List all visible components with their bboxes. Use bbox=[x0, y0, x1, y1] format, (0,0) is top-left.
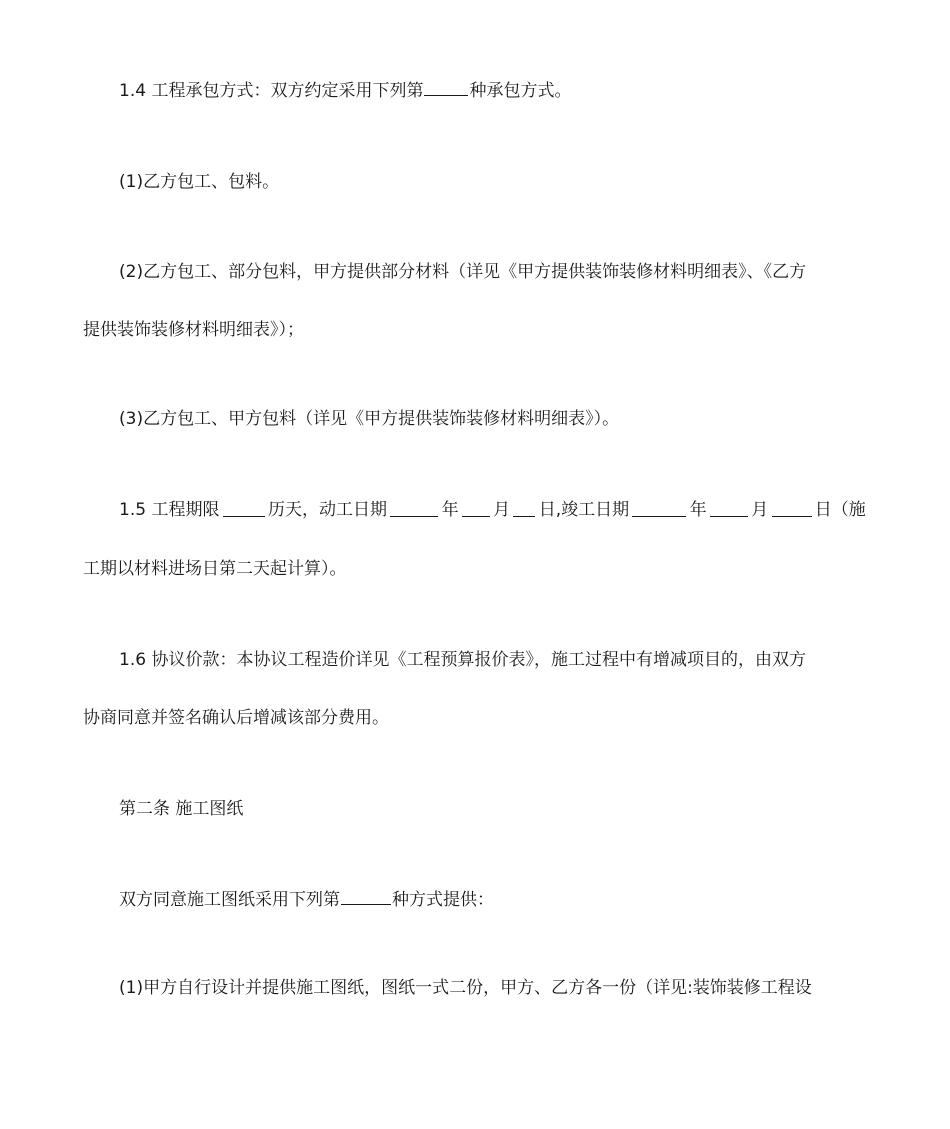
end-year-blank[interactable] bbox=[632, 498, 686, 517]
end-year-label: 年 bbox=[689, 500, 707, 520]
drawings-method bbox=[119, 886, 494, 912]
start-day-blank[interactable] bbox=[513, 498, 535, 517]
option-1: (1)乙方包工、包料。 bbox=[119, 172, 280, 192]
start-year-blank[interactable] bbox=[390, 498, 438, 517]
clause-1-4 bbox=[119, 77, 571, 103]
clause-1-5-line-2: 工期以材料进场日第二天起计算）。 bbox=[83, 559, 347, 579]
drawings-method-text: 双方同意施工图纸采用下列第 bbox=[119, 890, 340, 910]
clause-1-4-text: 1.4 工程承包方式：双方约定采用下列第 bbox=[119, 81, 424, 101]
clause-1-6-line-1: 1.6 协议价款：本协议工程造价详见《工程预算报价表》，施工过程中有增减项目的，由双方 bbox=[119, 650, 806, 670]
article-2-title: 第二条 施工图纸 bbox=[119, 799, 244, 819]
duration-days-blank[interactable] bbox=[223, 498, 265, 517]
option-2-line-2: 提供装饰装修材料明细表》）； bbox=[83, 320, 304, 340]
drawings-option-1: (1)甲方自行设计并提供施工图纸，图纸一式二份，甲方、乙方各一份（详见:装饰装修工程设 bbox=[119, 978, 812, 998]
duration-unit: 历天，动工日期 bbox=[268, 500, 388, 520]
clause-1-5-label: 1.5 工程期限 bbox=[119, 500, 220, 520]
drawings-method-blank[interactable] bbox=[341, 886, 391, 905]
start-day-label: 日,竣工日期 bbox=[538, 500, 630, 520]
end-day-blank[interactable] bbox=[772, 498, 812, 517]
end-month-label: 月 bbox=[751, 500, 769, 520]
option-2-line-1: (2)乙方包工、部分包料，甲方提供部分材料（详见《甲方提供装饰装修材料明细表》、《乙方 bbox=[119, 262, 807, 282]
drawings-method-text-end: 种方式提供： bbox=[392, 890, 494, 910]
contract-mode-blank[interactable] bbox=[424, 77, 468, 96]
option-3: (3)乙方包工、甲方包料（详见《甲方提供装饰装修材料明细表》）。 bbox=[119, 409, 620, 429]
clause-1-6-line-2: 协商同意并签名确认后增减该部分费用。 bbox=[83, 708, 389, 728]
clause-1-4-text-end: 种承包方式。 bbox=[469, 81, 572, 101]
start-month-label: 月 bbox=[493, 500, 511, 520]
end-day-label: 日（施 bbox=[814, 500, 866, 520]
end-month-blank[interactable] bbox=[710, 498, 748, 517]
start-year-label: 年 bbox=[441, 500, 459, 520]
start-month-blank[interactable] bbox=[462, 498, 490, 517]
clause-1-5-line-1 bbox=[119, 498, 866, 522]
